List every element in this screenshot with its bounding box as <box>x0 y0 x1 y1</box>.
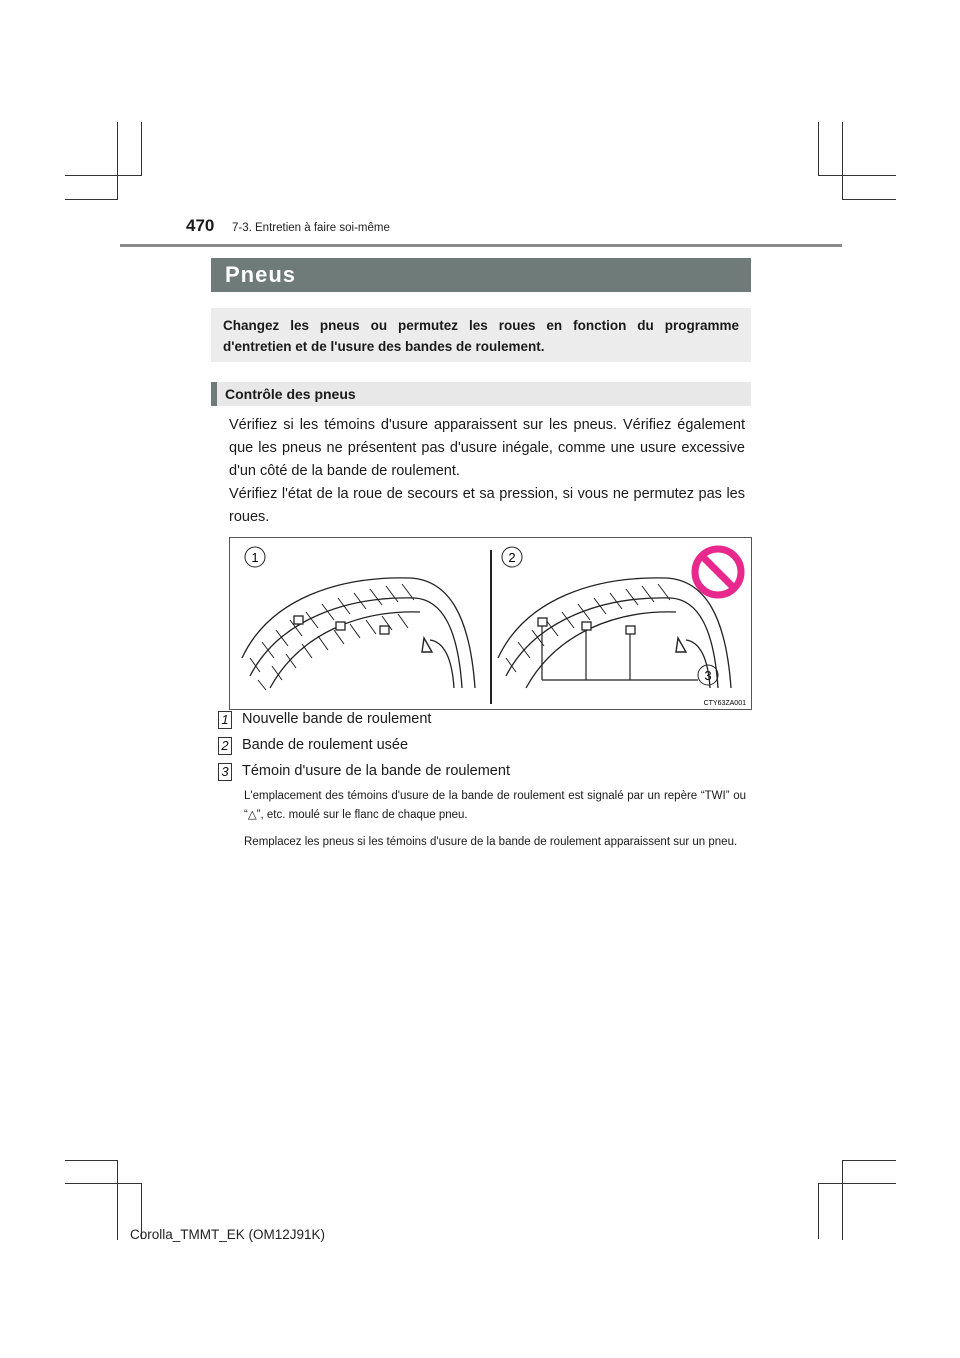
section-path: 7-3. Entretien à faire soi-même <box>232 222 390 234</box>
crop-mark <box>117 1160 118 1240</box>
crop-mark <box>842 1160 843 1240</box>
subheading: Contrôle des pneus <box>225 386 356 402</box>
legend-number: 3 <box>221 764 229 779</box>
crop-mark <box>842 1160 896 1161</box>
legend-label: Bande de roulement usée <box>242 737 409 753</box>
header-rule <box>120 244 842 247</box>
crop-mark <box>65 175 141 176</box>
crop-mark <box>818 1183 819 1239</box>
svg-text:2: 2 <box>508 550 516 565</box>
legend-label: Témoin d'usure de la bande de roulement <box>242 763 510 779</box>
page-title: Pneus <box>225 262 297 287</box>
note-2: Remplacez les pneus si les témoins d'usure de la bande de roulement apparaissent sur un pneu. <box>244 836 738 848</box>
crop-mark <box>65 1183 141 1184</box>
subheading-bar <box>211 382 751 406</box>
crop-mark <box>842 122 843 200</box>
legend-label: Nouvelle bande de roulement <box>242 711 432 727</box>
footer-text: Corolla_TMMT_EK (OM12J91K) <box>130 1227 326 1242</box>
page-number: 470 <box>186 216 215 235</box>
figure-code: CTY63ZA001 <box>703 700 746 707</box>
worn-tread-tire <box>498 578 731 688</box>
paragraph-2: Vérifiez l'état de la roue de secours et sa pression, si vous ne permutez pas les roues. <box>229 486 745 525</box>
new-tread-tire <box>242 578 475 690</box>
no-symbol-icon <box>695 549 741 595</box>
crop-mark <box>818 1183 896 1184</box>
intro-text: Changez les pneus ou permutez les roues en fonction du programme d'entretien et de l'usure des bandes de roulement. <box>223 318 739 354</box>
callout-1 <box>245 547 265 567</box>
paragraph-1: Vérifiez si les témoins d'usure apparaissent sur les pneus. Vérifiez également que les pneus ne présentent pas d'usure inégale, comme une usure excessive d'un côté de la bande de roulement. <box>229 417 745 479</box>
crop-mark <box>842 199 896 200</box>
legend-number: 2 <box>221 738 229 753</box>
crop-mark <box>65 1160 117 1161</box>
crop-mark <box>818 122 819 176</box>
crop-mark <box>117 122 118 200</box>
callout-2 <box>502 547 522 567</box>
note-1: L'emplacement des témoins d'usure de la bande de roulement est signalé par un repère “TWI” ou “△”, etc. moulé sur le flanc de chaque pneu. <box>244 790 746 821</box>
title-bar <box>211 258 751 292</box>
intro-box <box>211 308 751 362</box>
tire-illustration <box>230 538 751 709</box>
svg-text:3: 3 <box>704 668 712 683</box>
crop-mark <box>141 122 142 176</box>
crop-mark <box>65 199 117 200</box>
svg-text:1: 1 <box>251 550 259 565</box>
legend-number: 1 <box>221 712 229 727</box>
tire-figure <box>229 537 752 710</box>
crop-mark <box>818 175 896 176</box>
subheading-accent <box>211 382 217 406</box>
